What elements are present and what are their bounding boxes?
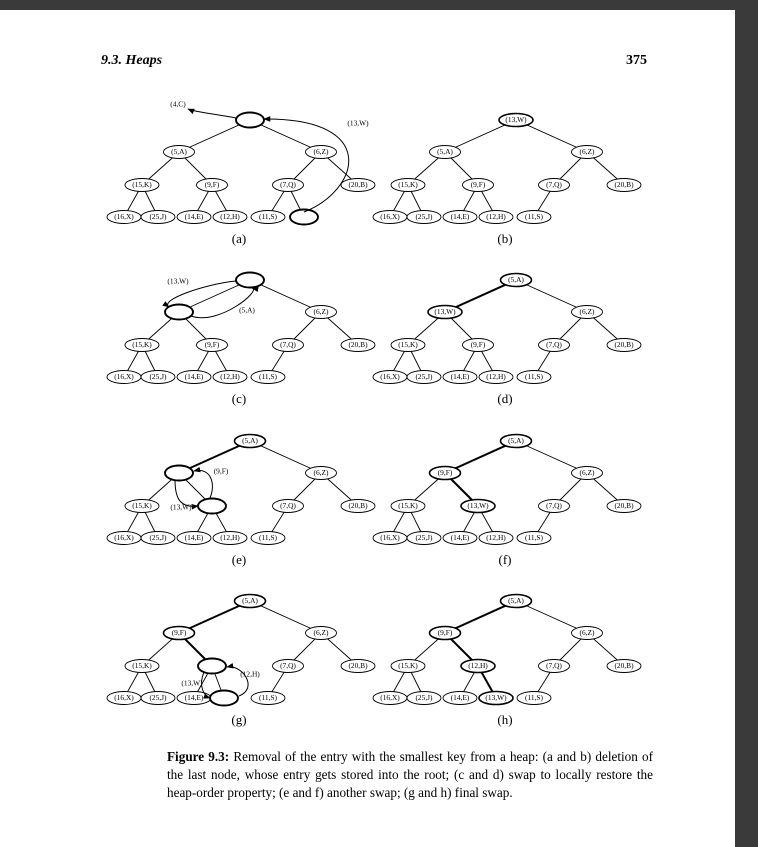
caption-text: Removal of the entry with the smallest key from a heap: (a and b) deletion of the last node, whose entry gets stored into the root; (c and d) swap to locally restore the heap-order property; (e and f) another swap; (g and h) final swap.	[167, 749, 654, 800]
panel-h	[373, 595, 641, 727]
panel-a	[107, 100, 375, 246]
node-label: (6,Z)	[579, 307, 595, 317]
node-label: (6,Z)	[313, 468, 329, 478]
heap-node	[165, 305, 193, 320]
node-label: (5,A)	[508, 275, 524, 285]
node-label: (11,S)	[525, 533, 543, 543]
panel-label: (c)	[231, 390, 247, 406]
move-arrow	[188, 109, 236, 118]
panel-label: (d)	[497, 390, 513, 406]
heap-node	[198, 499, 226, 514]
node-label: (7,Q)	[280, 501, 296, 511]
node-label: (5,A)	[508, 596, 524, 606]
panel-label: (f)	[498, 551, 512, 567]
node-label: (11,S)	[259, 693, 277, 703]
heap-node	[236, 273, 264, 288]
node-label: (25,J)	[415, 533, 433, 543]
heap-node	[198, 659, 226, 674]
node-label: (7,Q)	[546, 501, 562, 511]
annotation-label: (13,W)	[181, 678, 203, 688]
node-label: (9,F)	[470, 340, 486, 350]
node-label: (12,H)	[486, 372, 506, 382]
panel-e	[107, 435, 375, 567]
heap-node	[165, 466, 193, 481]
annotation-label: (4,C)	[170, 99, 186, 109]
node-label: (14,E)	[184, 533, 204, 543]
node-label: (16,X)	[380, 372, 400, 382]
node-label: (5,A)	[508, 436, 524, 446]
node-label: (25,J)	[415, 372, 433, 382]
node-label: (7,Q)	[546, 661, 562, 671]
node-label: (5,A)	[242, 596, 258, 606]
node-label: (13,W)	[434, 307, 456, 317]
node-label: (15,K)	[132, 340, 152, 350]
node-label: (15,K)	[398, 501, 418, 511]
node-label: (7,Q)	[280, 180, 296, 190]
node-label: (20,B)	[348, 501, 368, 511]
node-label: (12,H)	[220, 533, 240, 543]
node-label: (6,Z)	[313, 147, 329, 157]
node-label: (25,J)	[149, 212, 167, 222]
node-label: (16,X)	[114, 372, 134, 382]
node-label: (7,Q)	[280, 340, 296, 350]
heap-node	[210, 691, 238, 706]
section-header: 9.3. Heaps	[101, 53, 163, 68]
node-label: (14,E)	[450, 533, 470, 543]
panel-f	[373, 435, 641, 567]
node-label: (15,K)	[398, 180, 418, 190]
node-label: (20,B)	[614, 180, 634, 190]
node-label: (14,E)	[184, 372, 204, 382]
node-label: (13,W)	[467, 501, 489, 511]
node-label: (20,B)	[348, 661, 368, 671]
node-label: (20,B)	[614, 340, 634, 350]
panel-label: (e)	[231, 551, 247, 567]
node-label: (9,F)	[171, 628, 187, 638]
node-label: (20,B)	[348, 340, 368, 350]
node-label: (15,K)	[398, 661, 418, 671]
node-label: (16,X)	[380, 533, 400, 543]
panel-c	[107, 273, 375, 406]
node-label: (6,Z)	[313, 307, 329, 317]
panel-label: (a)	[231, 230, 247, 246]
node-label: (11,S)	[525, 693, 543, 703]
node-label: (9,F)	[470, 180, 486, 190]
node-label: (25,J)	[415, 212, 433, 222]
heap-node	[236, 113, 264, 128]
node-label: (9,F)	[204, 180, 220, 190]
node-label: (11,S)	[259, 372, 277, 382]
node-label: (5,A)	[437, 147, 453, 157]
node-label: (11,S)	[259, 212, 277, 222]
node-label: (9,F)	[437, 628, 453, 638]
node-label: (13,W)	[485, 693, 507, 703]
node-label: (7,Q)	[280, 661, 296, 671]
node-label: (11,S)	[525, 372, 543, 382]
node-label: (20,B)	[614, 661, 634, 671]
node-label: (25,J)	[149, 533, 167, 543]
node-label: (12,H)	[468, 661, 488, 671]
swap-arrow	[194, 470, 212, 498]
caption-label: Figure 9.3:	[167, 749, 230, 764]
node-label: (11,S)	[259, 533, 277, 543]
annotation-label: (13,W)	[167, 276, 189, 286]
node-label: (16,X)	[114, 533, 134, 543]
node-label: (25,J)	[149, 693, 167, 703]
panel-b	[373, 114, 641, 246]
panel-label: (b)	[497, 230, 513, 246]
node-label: (16,X)	[380, 212, 400, 222]
node-label: (14,E)	[184, 212, 204, 222]
node-label: (16,X)	[114, 212, 134, 222]
node-label: (12,H)	[220, 212, 240, 222]
node-label: (25,J)	[415, 693, 433, 703]
node-label: (16,X)	[380, 693, 400, 703]
node-label: (15,K)	[132, 501, 152, 511]
annotation-label: (13,W)	[170, 502, 192, 512]
panel-d	[373, 274, 641, 406]
node-label: (15,K)	[398, 340, 418, 350]
panel-g	[107, 595, 375, 727]
node-label: (7,Q)	[546, 340, 562, 350]
node-label: (20,B)	[348, 180, 368, 190]
panel-label: (g)	[231, 711, 247, 727]
node-label: (11,S)	[525, 212, 543, 222]
node-label: (15,K)	[132, 661, 152, 671]
node-label: (25,J)	[149, 372, 167, 382]
annotation-label: (5,A)	[239, 305, 255, 315]
node-label: (12,H)	[486, 533, 506, 543]
node-label: (12,H)	[486, 212, 506, 222]
node-label: (6,Z)	[579, 628, 595, 638]
node-label: (16,X)	[114, 693, 134, 703]
node-label: (9,F)	[437, 468, 453, 478]
node-label: (12,H)	[220, 372, 240, 382]
annotation-label: (12,H)	[240, 669, 260, 679]
node-label: (14,E)	[184, 693, 204, 703]
node-label: (6,Z)	[579, 468, 595, 478]
node-label: (6,Z)	[579, 147, 595, 157]
node-label: (14,E)	[450, 693, 470, 703]
node-label: (14,E)	[450, 372, 470, 382]
node-label: (15,K)	[132, 180, 152, 190]
node-label: (6,Z)	[313, 628, 329, 638]
node-label: (7,Q)	[546, 180, 562, 190]
panel-label: (h)	[497, 711, 513, 727]
annotation-label: (9,F)	[213, 466, 229, 476]
node-label: (14,E)	[450, 212, 470, 222]
node-label: (5,A)	[242, 436, 258, 446]
node-label: (5,A)	[171, 147, 187, 157]
node-label: (20,B)	[614, 501, 634, 511]
node-label: (9,F)	[204, 340, 220, 350]
annotation-label: (13,W)	[347, 118, 369, 128]
page-number: 375	[626, 53, 647, 68]
node-label: (13,W)	[505, 115, 527, 125]
